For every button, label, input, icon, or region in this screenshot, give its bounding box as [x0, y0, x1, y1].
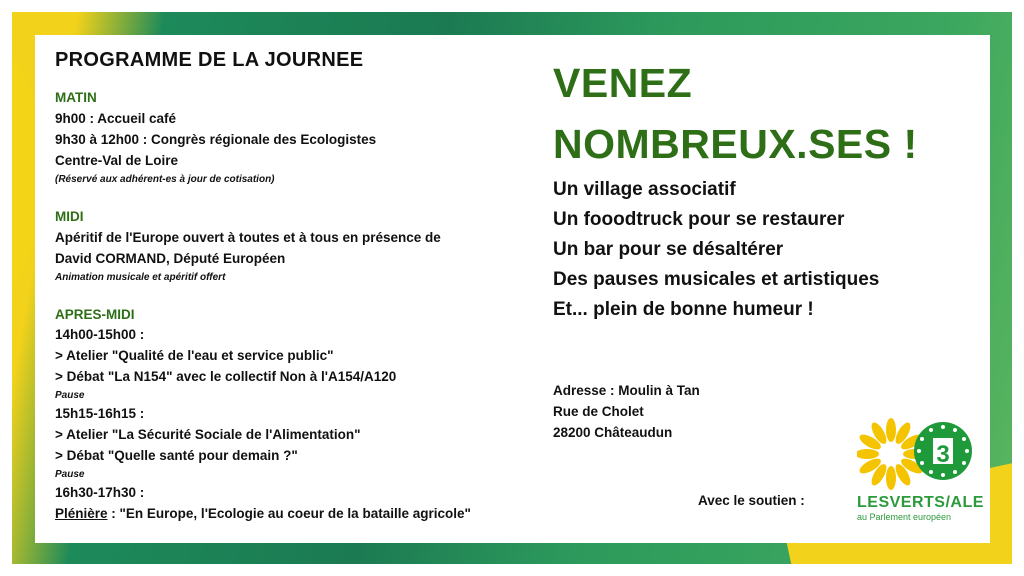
invitation-column	[553, 53, 983, 325]
address-line-3: 28200 Châteaudun	[553, 425, 673, 440]
feature-item: Un village associatif	[553, 179, 736, 200]
feature-item: Un fooodtruck pour se restaurer	[553, 209, 845, 230]
address-line-2: Rue de Cholet	[553, 404, 644, 419]
time-slot-2: 15h15-16h15 :	[55, 406, 145, 421]
activity-1: > Atelier "Qualité de l'eau et service public"	[55, 348, 334, 363]
matin-line-2: 9h30 à 12h00 : Congrès régionale des Ecologistes	[55, 132, 377, 147]
section-heading-apresmidi: APRES-MIDI	[55, 307, 135, 322]
pleniere-line	[55, 503, 545, 524]
pause-2: Pause	[55, 469, 85, 480]
pleniere-label: Plénière	[55, 506, 108, 521]
time-slot-1: 14h00-15h00 :	[55, 327, 145, 342]
feature-item: Des pauses musicales et artistiques	[553, 269, 880, 290]
midi-line-1: Apéritif de l'Europe ouvert à toutes et à tous en présence de	[55, 230, 441, 245]
greens-efa-logo	[857, 418, 984, 528]
feature-item: Un bar pour se désaltérer	[553, 239, 784, 260]
flyer-card	[35, 35, 990, 543]
section-heading-midi: MIDI	[55, 209, 84, 224]
logo-text-block	[857, 494, 984, 523]
pause-1: Pause	[55, 390, 85, 401]
logo-name: LESVERTS/ALE	[857, 494, 984, 511]
sunflower-emblem-icon	[857, 418, 977, 496]
address-block	[553, 380, 700, 443]
midi-line-2: David CORMAND, Député Européen	[55, 251, 286, 266]
time-slot-3: 16h30-17h30 :	[55, 485, 145, 500]
section-heading-matin: MATIN	[55, 90, 97, 105]
headline-nombreux: NOMBREUX.SES !	[553, 121, 918, 167]
activity-4: > Débat "Quelle santé pour demain ?"	[55, 448, 298, 463]
programme-title: PROGRAMME DE LA JOURNEE	[55, 49, 364, 71]
headline-venez: VENEZ	[553, 60, 693, 106]
matin-line-3: Centre-Val de Loire	[55, 153, 179, 168]
logo-subtitle: au Parlement européen	[857, 512, 952, 522]
feature-item: Et... plein de bonne humeur !	[553, 299, 814, 320]
activity-3: > Atelier "La Sécurité Sociale de l'Alimentation"	[55, 427, 361, 442]
programme-column	[55, 49, 545, 524]
address-line-1: Adresse : Moulin à Tan	[553, 383, 700, 398]
activity-2: > Débat "La N154" avec le collectif Non à l'A154/A120	[55, 369, 397, 384]
pleniere-text: : "En Europe, l'Ecologie au coeur de la bataille agricole"	[107, 506, 471, 521]
matin-note: (Réservé aux adhérent-es à jour de cotisation)	[55, 174, 275, 185]
support-label: Avec le soutien :	[698, 493, 805, 508]
midi-note: Animation musicale et apéritif offert	[55, 272, 226, 283]
matin-line-1: 9h00 : Accueil café	[55, 111, 177, 126]
logo-emblem-glyph: 3	[936, 441, 950, 468]
